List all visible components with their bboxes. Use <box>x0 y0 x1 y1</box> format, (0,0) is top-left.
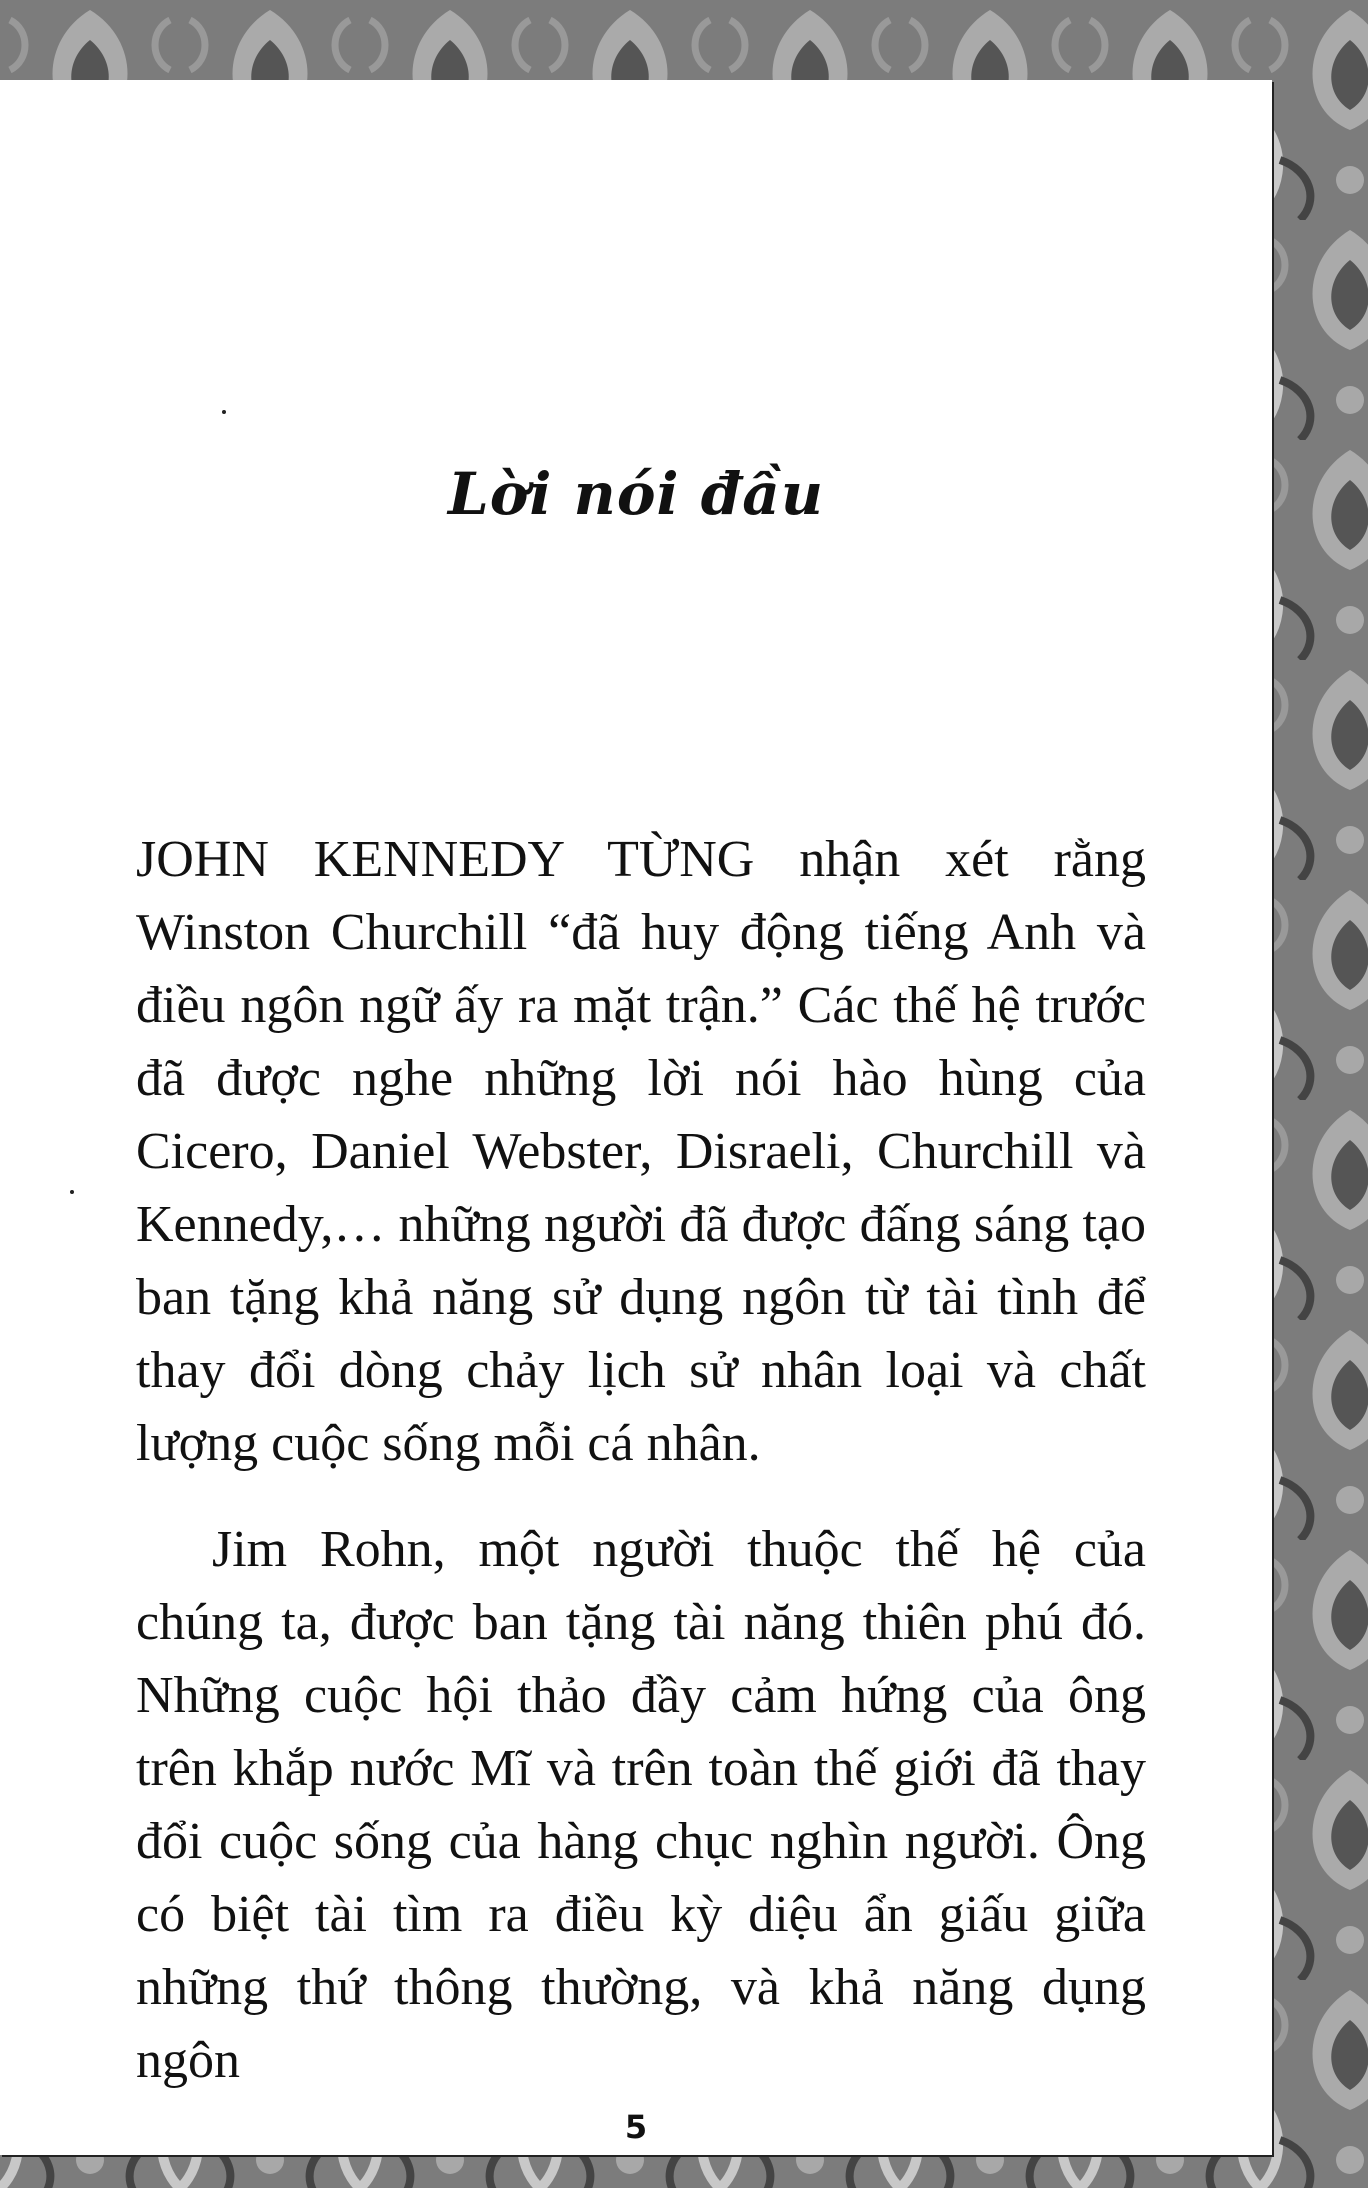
paragraph-2: Jim Rohn, một người thuộc thế hệ của chúng ta, được ban tặng tài năng thiên phú đó. Những cuộc hội thảo đầy cảm hứng của ông trên khắp nước Mĩ và trên toàn thế giới đã thay đổi cuộc sống của hàng chục nghìn người. Ông có biệt tài tìm ra điều kỳ diệu ẩn giấu giữa những thứ thông thường, và khả năng dụng ngôn <box>136 1521 1146 2089</box>
paragraph-1: JOHN KENNEDY TỪNG nhận xét rằng Winston Churchill “đã huy động tiếng Anh và điều ngôn ngữ ấy ra mặt trận.” Các thế hệ trước đã được nghe những lời nói hào hùng của Cicero, Daniel Webster, Disraeli, Churchill và Kennedy,… những người đã được đấng sáng tạo ban tặng khả năng sử dụng ngôn từ tài tình để thay đổi dòng chảy lịch sử nhân loại và chất lượng cuộc sống mỗi cá nhân. <box>136 831 1146 1472</box>
print-speck <box>70 1190 74 1194</box>
page-title: Lời nói đầu <box>447 460 825 528</box>
book-page <box>0 80 1272 2155</box>
page-number: 5 <box>624 2108 648 2146</box>
print-speck <box>222 410 226 414</box>
body-text <box>136 823 1146 2097</box>
